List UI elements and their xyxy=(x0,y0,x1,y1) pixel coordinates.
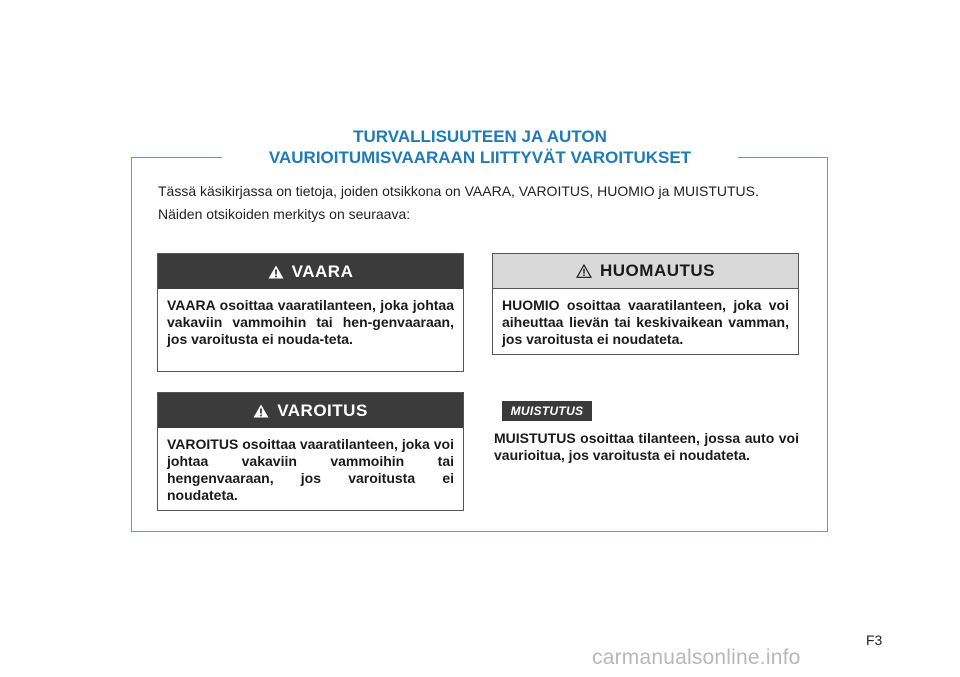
intro-paragraph-1: Tässä käsikirjassa on tietoja, joiden otsikkona on VAARA, VAROITUS, HUOMIO ja MUISTUTUS. xyxy=(158,183,759,199)
section-title xyxy=(222,126,738,168)
huomautus-box xyxy=(492,253,799,355)
muistutus-badge: MUISTUTUS xyxy=(502,401,592,421)
vaara-box xyxy=(157,253,464,372)
warning-triangle-icon xyxy=(268,265,284,279)
intro-text xyxy=(158,183,800,223)
intro-paragraph-2: Näiden otsikoiden merkitys on seuraava: xyxy=(158,206,411,222)
varoitus-description: VAROITUS osoittaa vaaratilanteen, joka voi johtaa vakaviin vammoihin tai hengenvaaraan, jos varoitusta ei noudateta. xyxy=(167,436,454,503)
title-line-1: TURVALLISUUTEEN JA AUTON xyxy=(353,127,607,146)
huomautus-header xyxy=(493,254,798,289)
varoitus-header xyxy=(158,393,463,428)
muistutus-description: MUISTUTUS osoittaa tilanteen, jossa auto voi vaurioitua, jos varoitusta ei noudateta. xyxy=(494,430,799,463)
vaara-label: VAARA xyxy=(291,261,354,281)
huomautus-description: HUOMIO osoittaa vaaratilanteen, joka voi aiheuttaa lievän tai keskivaikean vamman, jos varoitusta ei noudateta. xyxy=(502,297,789,347)
vaara-header xyxy=(158,254,463,289)
varoitus-label: VAROITUS xyxy=(277,400,368,420)
varoitus-box xyxy=(157,392,464,511)
warning-triangle-icon xyxy=(253,404,269,418)
huomautus-label: HUOMAUTUS xyxy=(600,261,715,280)
title-line-2: VAURIOITUMISVAARAAN LIITTYVÄT VAROITUKSET xyxy=(268,148,692,167)
page-number: F3 xyxy=(866,632,883,648)
warning-triangle-outline-icon xyxy=(576,264,592,278)
vaara-description: VAARA osoittaa vaaratilanteen, joka johtaa vakaviin vammoihin tai hen-genvaaraan, jos varoitusta ei nouda-teta. xyxy=(167,297,454,347)
watermark: carmanualsonline.info xyxy=(592,646,801,669)
